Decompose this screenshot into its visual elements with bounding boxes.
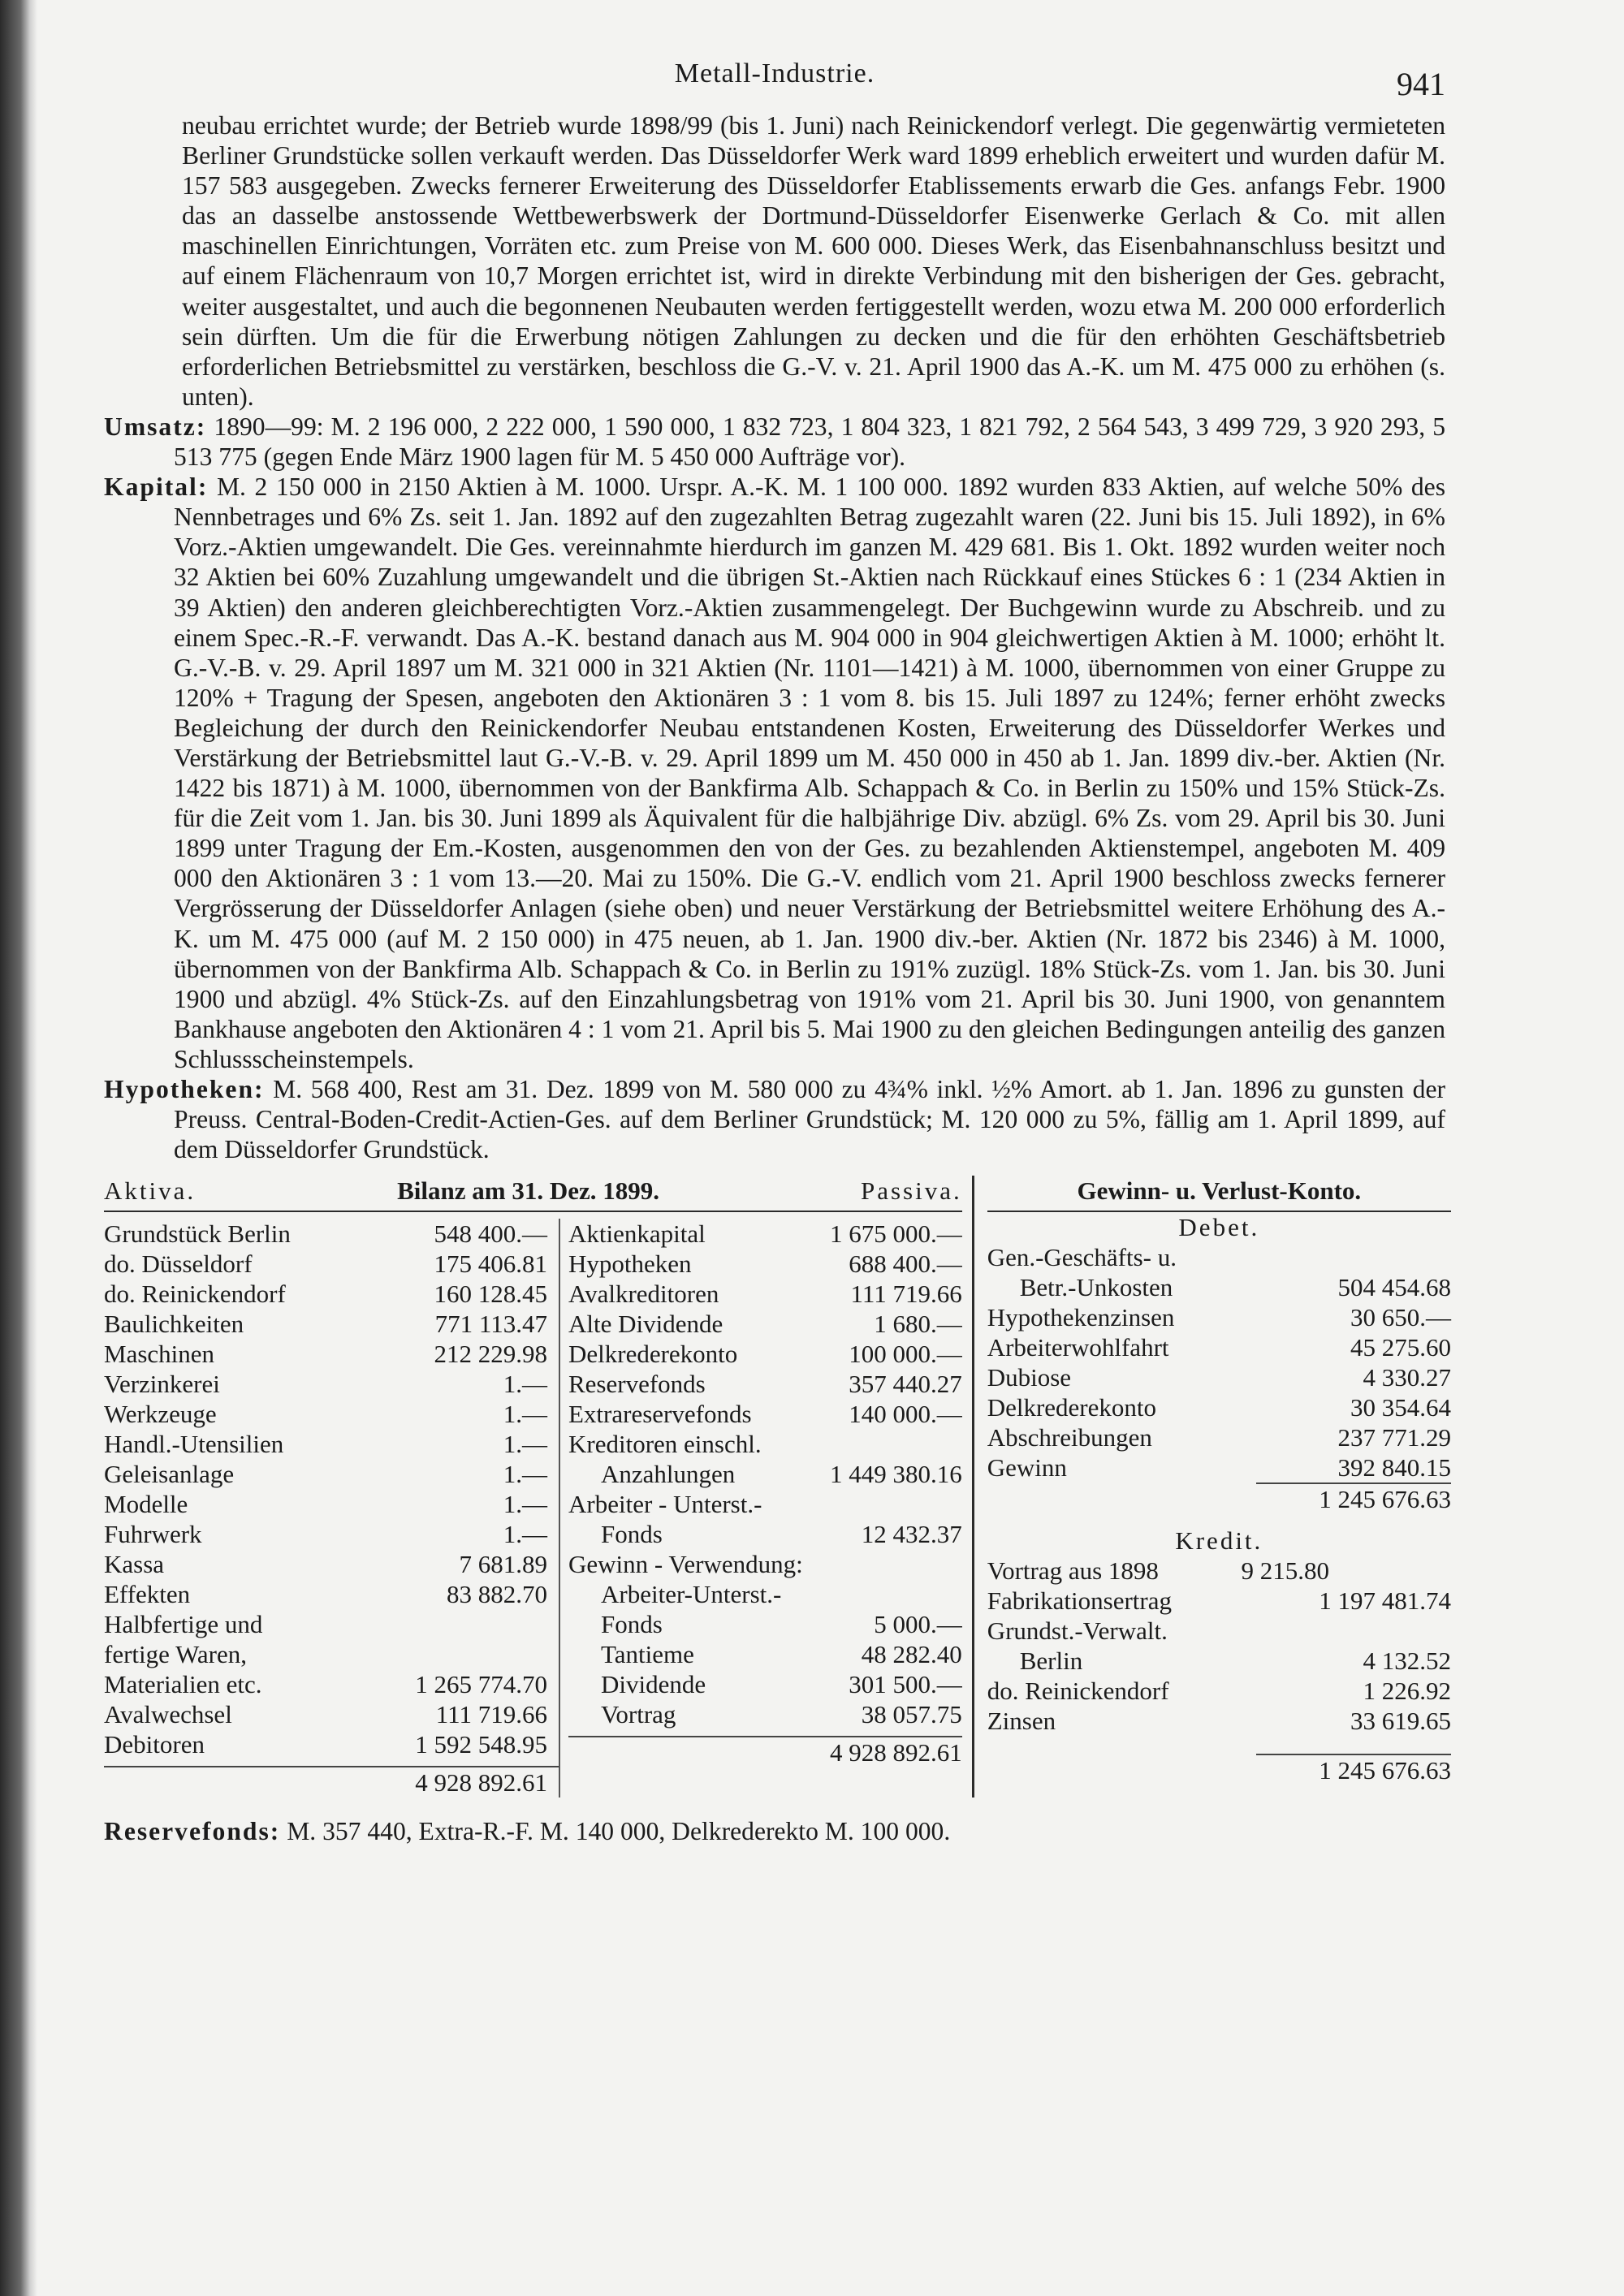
bilanz-body xyxy=(104,1219,962,1798)
passiva-row-value: 100 000.— xyxy=(849,1340,962,1369)
debet-row-value xyxy=(1285,1242,1451,1272)
aktiva-row xyxy=(104,1429,559,1459)
passiva-row-label: Kreditoren einschl. xyxy=(568,1430,762,1459)
kredit-row xyxy=(987,1556,1451,1586)
passiva-row-value: 48 282.40 xyxy=(861,1640,962,1669)
passiva-row xyxy=(568,1459,962,1489)
passiva-row-value xyxy=(803,1579,962,1609)
debet-row-value: 504 454.68 xyxy=(1337,1273,1451,1302)
debet-row xyxy=(987,1362,1451,1392)
aktiva-row-label: Grundstück Berlin xyxy=(104,1219,291,1249)
debet-row xyxy=(987,1452,1451,1482)
hypotheken-text: M. 568 400, Rest am 31. Dez. 1899 von M. 580 000 zu 4¾% inkl. ½% Amort. ab 1. Jan. 1896 zu gunsten der Preuss. Central-Boden-Credit-Actien-Ges. auf dem Berliner Grundstück; M. 120 000 zu 5%, fällig am 1. April 1899, auf dem Düsseldorfer Grundstück. xyxy=(174,1075,1445,1164)
passiva-row xyxy=(568,1249,962,1279)
aktiva-row-value: 1.— xyxy=(503,1460,547,1489)
debet-row-label: Arbeiterwohlfahrt xyxy=(987,1333,1169,1362)
passiva-row xyxy=(568,1489,962,1519)
debet-row xyxy=(987,1272,1451,1302)
reservefonds-line xyxy=(104,1817,1445,1846)
debet-row-value: 45 275.60 xyxy=(1350,1333,1451,1362)
passiva-row-label: Alte Dividende xyxy=(568,1310,723,1339)
debet-row-label: Delkrederekonto xyxy=(987,1393,1156,1422)
kredit-list xyxy=(987,1556,1451,1736)
aktiva-row-value: 1 592 548.95 xyxy=(415,1730,547,1759)
aktiva-row-value xyxy=(403,1609,559,1639)
aktiva-row xyxy=(104,1639,559,1669)
aktiva-row xyxy=(104,1279,559,1309)
passiva-total-spacer xyxy=(568,1737,803,1767)
passiva-row xyxy=(568,1219,962,1249)
passiva-row xyxy=(568,1579,962,1609)
aktiva-label: Aktiva. xyxy=(104,1176,197,1206)
passiva-row-value xyxy=(803,1429,962,1459)
aktiva-row-value: 1.— xyxy=(503,1400,547,1429)
debet-row-label: Hypothekenzinsen xyxy=(987,1303,1175,1332)
kredit-row xyxy=(987,1586,1451,1616)
passiva-row-value: 1 680.— xyxy=(874,1310,962,1339)
passiva-row xyxy=(568,1699,962,1729)
passiva-row-label: Anzahlungen xyxy=(601,1460,736,1489)
aktiva-row xyxy=(104,1519,559,1549)
aktiva-row xyxy=(104,1249,559,1279)
guv-title: Gewinn- u. Verlust-Konto. xyxy=(987,1176,1451,1212)
passiva-row-value: 12 432.37 xyxy=(861,1520,962,1549)
aktiva-row-label: do. Reinickendorf xyxy=(104,1280,286,1309)
debet-list xyxy=(987,1242,1451,1482)
bilanz-table xyxy=(104,1176,972,1798)
aktiva-row-label: fertige Waren, xyxy=(104,1640,247,1669)
aktiva-row-label: Baulichkeiten xyxy=(104,1310,244,1339)
passiva-row-label: Extrareservefonds xyxy=(568,1400,752,1429)
passiva-row-label: Vortrag xyxy=(601,1700,676,1729)
aktiva-row-value: 548 400.— xyxy=(434,1219,547,1249)
kredit-row-label: do. Reinickendorf xyxy=(987,1677,1169,1706)
kredit-row-value: 1 197 481.74 xyxy=(1319,1586,1451,1616)
page-number: 941 xyxy=(1397,66,1445,102)
passiva-total xyxy=(568,1736,962,1767)
aktiva-row-label: Geleisanlage xyxy=(104,1460,235,1489)
aktiva-column xyxy=(104,1219,560,1798)
aktiva-row-value: 771 113.47 xyxy=(434,1310,547,1339)
aktiva-row-value: 1.— xyxy=(503,1370,547,1399)
debet-row xyxy=(987,1242,1451,1272)
kredit-row-label: Zinsen xyxy=(987,1707,1056,1736)
kredit-row-value: 1 226.92 xyxy=(1363,1677,1451,1706)
aktiva-total xyxy=(104,1766,559,1798)
running-title: Metall-Industrie. xyxy=(674,58,875,88)
aktiva-row xyxy=(104,1729,559,1759)
kapital-text: M. 2 150 000 in 2150 Aktien à M. 1000. Urspr. A.-K. M. 1 100 000. 1892 wurden 833 Aktien, auf welche 50% des Nennbetrages und 6% Zs. seit 1. Jan. 1892 auf den zugezahlten Betrag zugezahlt waren (22. Juni bis 15. Juli 1892), in 6% Vorz.-Aktien umgewandelt. Die Ges. vereinnahmte hierdurch im ganzen M. 429 681. Bis 1. Okt. 1892 wurden weiter noch 32 Aktien bei 60% Zuzahlung umgewandelt und die übrigen St.-Aktien nach Rückkauf eines Stückes 6 : 1 (234 Aktien in 39 Aktien) den anderen gleichberechtigten Vorz.-Aktien zusammengelegt. Der Buchgewinn wurde zu Abschreib. und zu einem Spec.-R.-F. verwandt. Das A.-K. bestand danach aus M. 904 000 in 904 gleichwertigen Aktien à M. 1000; erhöht lt. G.-V.-B. v. 29. April 1897 um M. 321 000 in 321 Aktien (Nr. 1101—1421) à M. 1000, übernommen von einer Gruppe zu 120% + Tragung der Spesen, angeboten den Aktionären 3 : 1 vom 8. bis 15. Juli 1897 zu 124%; ferner erhöht zwecks Begleichung der durch den Reinickendorfer Neubau entstandenen Kosten, Erweiterung des Düsseldorfer Werkes und Verstärkung der Betriebsmittel laut G.-V.-B. v. 29. April 1899 um M. 450 000 in 450 ab 1. Jan. 1899 div.-ber. Aktien (Nr. 1422 bis 1871) à M. 1000, übernommen von der Bankfirma Alb. Schappach & Co. in Berlin zu 150% und 15% Stück-Zs. für die Zeit vom 1. Jan. bis 30. Juni 1899 als Äquivalent für die halbjährige Div. abzügl. 6% Zs. vom 29. April bis 30. Juni 1899 unter Tragung der Em.-Kosten, ausgenommen den von der Ges. zu bezahlenden Aktienstempel, angeboten M. 409 000 den Aktionären 3 : 1 vom 13.—20. Mai zu 150%. Die G.-V. endlich vom 21. April 1900 beschloss zwecks fernerer Vergrösserung der Düsseldorfer Anlagen (siehe oben) und neuer Verstärkung der Betriebsmittel weitere Erhöhung des A.-K. um M. 475 000 (auf M. 2 150 000) in 475 neuen, ab 1. Jan. 1900 div.-ber. Aktien (Nr. 1872 bis 2346) à M. 1000, übernommen von der Bankfirma Alb. Schappach & Co. in Berlin zu 191% zuzügl. 18% Stück-Zs. vom 1. Jan. bis 30. Juni 1900 und abzügl. 4% Stück-Zs. auf den Einzahlungsbetrag von 191% vom 21. April bis 30. Juni 1900, von genanntem Bankhause angeboten den Aktionären 4 : 1 vom 21. April bis 5. Mai 1900 zu den gleichen Bedingungen anteilig des ganzen Schlussscheinstempels. xyxy=(174,473,1445,1073)
passiva-row-label: Gewinn - Verwendung: xyxy=(568,1550,803,1579)
passiva-row xyxy=(568,1549,962,1579)
aktiva-row xyxy=(104,1609,559,1639)
passiva-row-value: 38 057.75 xyxy=(861,1700,962,1729)
reservefonds-text: M. 357 440, Extra-R.-F. M. 140 000, Delkrederekto M. 100 000. xyxy=(287,1817,951,1846)
kapital-label: Kapital: xyxy=(104,473,209,502)
debet-row xyxy=(987,1392,1451,1422)
aktiva-row xyxy=(104,1309,559,1339)
page-header xyxy=(104,54,1445,110)
aktiva-row-value: 1.— xyxy=(503,1430,547,1459)
aktiva-row-label: do. Düsseldorf xyxy=(104,1249,253,1279)
aktiva-total-spacer xyxy=(104,1767,403,1798)
debet-row-label: Gen.-Geschäfts- u. xyxy=(987,1243,1177,1272)
passiva-row-value xyxy=(803,1489,962,1519)
passiva-row-value xyxy=(803,1549,962,1579)
aktiva-row-label: Effekten xyxy=(104,1580,191,1609)
aktiva-row-value: 111 719.66 xyxy=(435,1700,547,1729)
aktiva-row xyxy=(104,1489,559,1519)
aktiva-row-value xyxy=(403,1639,559,1669)
page xyxy=(104,54,1451,1846)
aktiva-row-value: 160 128.45 xyxy=(434,1280,547,1309)
aktiva-row xyxy=(104,1369,559,1399)
passiva-row-value: 111 719.66 xyxy=(850,1280,962,1309)
aktiva-row-label: Modelle xyxy=(104,1490,188,1519)
umsatz-label: Umsatz: xyxy=(104,412,207,441)
aktiva-row-label: Debitoren xyxy=(104,1730,205,1759)
passiva-row xyxy=(568,1639,962,1669)
guv-table xyxy=(972,1176,1451,1798)
aktiva-row-label: Halbfertige und xyxy=(104,1610,263,1639)
intro-paragraph: neubau errichtet wurde; der Betrieb wurde 1898/99 (bis 1. Juni) nach Reinickendorf verlegt. Die gegenwärtig vermieteten Berliner Grundstücke sollen verkauft werden. Das Düsseldorfer Werk ward 1899 erheblich erweitert und wurden dafür M. 157 583 ausgegeben. Zwecks fernerer Erweiterung des Düsseldorfer Etablissements erwarb die Ges. anfangs Febr. 1900 das an dasselbe anstossende Wettbewerbswerk der Dortmund-Düsseldorfer Eisenwerke Gerlach & Co. mit allen maschinellen Einrichtungen, Vorräten etc. zum Preise von M. 600 000. Dieses Werk, das Eisenbahnanschluss besitzt und auf einem Flächenraum von 10,7 Morgen errichtet ist, wird in direkte Verbindung mit den bisherigen der Ges. gebracht, weiter ausgestaltet, und auch die begonnenen Neubauten werden fertiggestellt werden, wozu etwa M. 200 000 erforderlich sein dürften. Um die für die Erwerbung nötigen Zahlungen zu decken und die für den erhöhten Geschäftsbetrieb erforderlichen Betriebsmittel zu verstärken, beschloss die G.-V. v. 21. April 1900 das A.-K. um M. 475 000 zu erhöhen (s. unten). xyxy=(182,111,1445,411)
kredit-row-value xyxy=(1285,1616,1451,1646)
aktiva-row xyxy=(104,1669,559,1699)
debet-row-label: Betr.-Unkosten xyxy=(1019,1273,1173,1302)
aktiva-row-label: Materialien etc. xyxy=(104,1670,262,1699)
kredit-row-label: Berlin xyxy=(1019,1646,1083,1676)
bilanz-title: Bilanz am 31. Dez. 1899. xyxy=(397,1176,659,1206)
aktiva-row-label: Verzinkerei xyxy=(104,1370,220,1399)
debet-row-value: 237 771.29 xyxy=(1337,1423,1451,1452)
passiva-row-label: Aktienkapital xyxy=(568,1219,706,1249)
kredit-row-value: 33 619.65 xyxy=(1350,1707,1451,1736)
debet-row-value: 30 354.64 xyxy=(1350,1393,1451,1422)
passiva-row xyxy=(568,1339,962,1369)
debet-row-value: 392 840.15 xyxy=(1337,1453,1451,1482)
kredit-row-label: Fabrikationsertrag xyxy=(987,1586,1172,1616)
debet-row-value: 30 650.— xyxy=(1350,1303,1451,1332)
aktiva-row-label: Handl.-Utensilien xyxy=(104,1430,284,1459)
passiva-row-label: Fonds xyxy=(601,1520,663,1549)
hypotheken-paragraph xyxy=(104,1074,1445,1164)
aktiva-row-value: 175 406.81 xyxy=(434,1249,547,1279)
debet-row-label: Gewinn xyxy=(987,1453,1067,1482)
debet-row-label: Abschreibungen xyxy=(987,1423,1152,1452)
reservefonds-label: Reservefonds: xyxy=(104,1817,281,1846)
passiva-row xyxy=(568,1309,962,1339)
aktiva-row-label: Kassa xyxy=(104,1550,165,1579)
aktiva-row-value: 7 681.89 xyxy=(459,1550,547,1579)
debet-row xyxy=(987,1422,1451,1452)
aktiva-row-label: Maschinen xyxy=(104,1340,215,1369)
aktiva-row xyxy=(104,1579,559,1609)
aktiva-row-value: 1 265 774.70 xyxy=(415,1670,547,1699)
debet-row-label: Dubiose xyxy=(987,1363,1072,1392)
debet-row-value: 4 330.27 xyxy=(1363,1363,1451,1392)
kredit-label: Kredit. xyxy=(1175,1526,1263,1556)
passiva-row xyxy=(568,1369,962,1399)
passiva-row xyxy=(568,1399,962,1429)
kredit-row xyxy=(987,1616,1451,1646)
hypotheken-label: Hypotheken: xyxy=(104,1075,265,1103)
debet-row xyxy=(987,1302,1451,1332)
kredit-row xyxy=(987,1676,1451,1706)
passiva-row-value: 1 675 000.— xyxy=(829,1219,962,1249)
aktiva-row-label: Avalwechsel xyxy=(104,1700,232,1729)
aktiva-row xyxy=(104,1549,559,1579)
umsatz-paragraph xyxy=(104,412,1445,472)
kredit-row-value: 9 215.80 xyxy=(1241,1556,1329,1586)
passiva-row xyxy=(568,1279,962,1309)
kredit-total: 1 245 676.63 xyxy=(1256,1754,1451,1785)
passiva-row-label: Arbeiter-Unterst.- xyxy=(601,1580,782,1609)
passiva-row-label: Fonds xyxy=(601,1610,663,1639)
aktiva-total-value: 4 928 892.61 xyxy=(415,1768,547,1798)
aktiva-row-value: 83 882.70 xyxy=(447,1580,547,1609)
passiva-row-value: 140 000.— xyxy=(849,1400,962,1429)
aktiva-row xyxy=(104,1699,559,1729)
passiva-total-value: 4 928 892.61 xyxy=(829,1738,962,1767)
aktiva-row xyxy=(104,1399,559,1429)
passiva-row-label: Hypotheken xyxy=(568,1249,692,1279)
passiva-row-value: 301 500.— xyxy=(849,1670,962,1699)
aktiva-row-value: 1.— xyxy=(503,1520,547,1549)
aktiva-row-label: Fuhrwerk xyxy=(104,1520,202,1549)
passiva-row-label: Tantieme xyxy=(601,1640,694,1669)
passiva-row-label: Delkrederekonto xyxy=(568,1340,738,1369)
aktiva-row-value: 212 229.98 xyxy=(434,1340,547,1369)
kredit-row xyxy=(987,1646,1451,1676)
aktiva-row xyxy=(104,1459,559,1489)
passiva-row-value: 5 000.— xyxy=(874,1610,962,1639)
passiva-row-value: 1 449 380.16 xyxy=(829,1460,962,1489)
aktiva-row xyxy=(104,1219,559,1249)
passiva-row xyxy=(568,1609,962,1639)
kredit-row xyxy=(987,1706,1451,1736)
debet-total: 1 245 676.63 xyxy=(1256,1482,1451,1514)
passiva-row xyxy=(568,1669,962,1699)
aktiva-row xyxy=(104,1339,559,1369)
passiva-row-value: 357 440.27 xyxy=(849,1370,962,1399)
passiva-label: Passiva. xyxy=(860,1176,962,1206)
aktiva-row-value: 1.— xyxy=(503,1490,547,1519)
kredit-row-label: Vortrag aus 1898 xyxy=(987,1556,1159,1586)
bilanz-header xyxy=(104,1176,962,1212)
passiva-row xyxy=(568,1519,962,1549)
passiva-column xyxy=(560,1219,962,1798)
aktiva-row-label: Werkzeuge xyxy=(104,1400,217,1429)
financial-statements xyxy=(104,1176,1451,1798)
kredit-row-label: Grundst.-Verwalt. xyxy=(987,1616,1168,1646)
passiva-row-label: Arbeiter - Unterst.- xyxy=(568,1490,762,1519)
passiva-row-value: 688 400.— xyxy=(849,1249,962,1279)
kredit-row-value: 4 132.52 xyxy=(1363,1646,1451,1676)
passiva-row-label: Dividende xyxy=(601,1670,706,1699)
debet-label: Debet. xyxy=(1178,1213,1260,1242)
passiva-row-label: Avalkreditoren xyxy=(568,1280,719,1309)
debet-row xyxy=(987,1332,1451,1362)
passiva-row-label: Reservefonds xyxy=(568,1370,706,1399)
body-text xyxy=(104,110,1445,1164)
kapital-paragraph xyxy=(104,472,1445,1074)
passiva-row xyxy=(568,1429,962,1459)
binding-edge xyxy=(0,0,37,2296)
umsatz-text: 1890—99: M. 2 196 000, 2 222 000, 1 590 000, 1 832 723, 1 804 323, 1 821 792, 2 564 543, 3 499 729, 3 920 293, 5 513 775 (gegen Ende März 1900 lagen für M. 5 450 000 Aufträge vor). xyxy=(174,412,1445,472)
